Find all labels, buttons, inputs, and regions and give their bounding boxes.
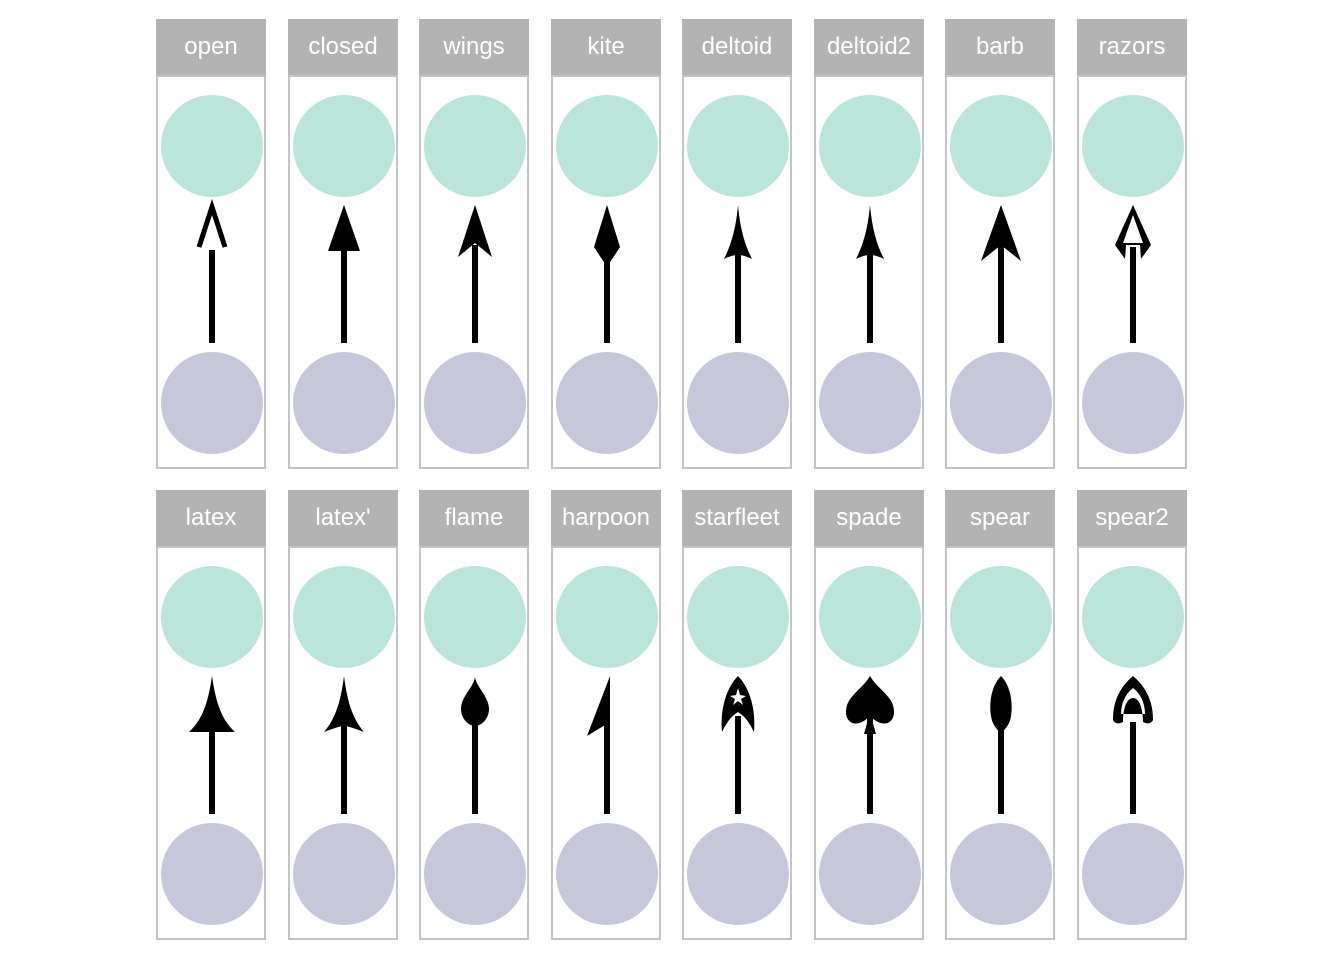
bottom-node: [161, 352, 263, 454]
facet-spear2: [1077, 490, 1187, 940]
facet-panel: [419, 546, 529, 940]
facet-panel: [156, 546, 266, 940]
bottom-node: [819, 823, 921, 925]
facet-strip-label: spear: [945, 490, 1055, 546]
top-node: [950, 95, 1052, 197]
facet-panel: [682, 75, 792, 469]
facet-panel: [945, 546, 1055, 940]
facet-strip-label: barb: [945, 19, 1055, 75]
bottom-node: [424, 823, 526, 925]
facet-panel: [945, 75, 1055, 469]
top-node: [1082, 95, 1184, 197]
facet-panel: [156, 75, 266, 469]
top-node: [950, 566, 1052, 668]
facet-starfleet: [682, 490, 792, 940]
facet-open: [156, 19, 266, 469]
graph-svg: [682, 75, 792, 469]
facet-panel: [551, 75, 661, 469]
top-node: [556, 95, 658, 197]
graph-svg: [419, 75, 529, 469]
closed-arrowhead: [328, 205, 360, 251]
graph-svg: [945, 546, 1055, 940]
facet-strip-label: deltoid2: [814, 19, 924, 75]
bottom-node: [556, 352, 658, 454]
facet-panel: [814, 75, 924, 469]
graph-svg: [419, 546, 529, 940]
graph-svg: [814, 546, 924, 940]
graph-svg: [814, 75, 924, 469]
facet-spear: [945, 490, 1055, 940]
facet-latex: [156, 490, 266, 940]
facet-barb: [945, 19, 1055, 469]
facet-kite: [551, 19, 661, 469]
facet-strip-label: starfleet: [682, 490, 792, 546]
facet-strip-label: spade: [814, 490, 924, 546]
top-node: [819, 566, 921, 668]
graph-svg: [551, 546, 661, 940]
graph-svg: [156, 75, 266, 469]
facet-panel: [1077, 546, 1187, 940]
flame-arrowhead: [461, 676, 489, 726]
deltoid-arrowhead: [724, 205, 752, 259]
graph-svg: [945, 75, 1055, 469]
facet-strip-label: kite: [551, 19, 661, 75]
top-node: [161, 566, 263, 668]
top-node: [293, 566, 395, 668]
top-node: [424, 566, 526, 668]
bottom-node: [424, 352, 526, 454]
facet-deltoid2: [814, 19, 924, 469]
facet-panel: [682, 546, 792, 940]
graph-svg: [156, 546, 266, 940]
top-node: [293, 95, 395, 197]
graph-svg: [682, 546, 792, 940]
bottom-node: [293, 823, 395, 925]
top-node: [687, 95, 789, 197]
facet-deltoid: [682, 19, 792, 469]
facet-strip-label: latex: [156, 490, 266, 546]
facet-panel: [814, 546, 924, 940]
facet-strip-label: closed: [288, 19, 398, 75]
facet-strip-label: harpoon: [551, 490, 661, 546]
bottom-node: [950, 823, 1052, 925]
facet-strip-label: wings: [419, 19, 529, 75]
bottom-node: [819, 352, 921, 454]
latex-arrowhead: [189, 676, 235, 732]
facet-flame: [419, 490, 529, 940]
facet-latex-prime: [288, 490, 398, 940]
graph-svg: [288, 546, 398, 940]
top-node: [1082, 566, 1184, 668]
facet-closed: [288, 19, 398, 469]
bottom-node: [1082, 823, 1184, 925]
facet-strip-label: latex': [288, 490, 398, 546]
facet-strip-label: razors: [1077, 19, 1187, 75]
spear-arrowhead: [990, 676, 1011, 734]
top-node: [424, 95, 526, 197]
facet-razors: [1077, 19, 1187, 469]
top-node: [819, 95, 921, 197]
bottom-node: [1082, 352, 1184, 454]
facet-wings: [419, 19, 529, 469]
latex-prime-arrowhead: [324, 676, 364, 732]
graph-svg: [288, 75, 398, 469]
facet-harpoon: [551, 490, 661, 940]
top-node: [161, 95, 263, 197]
facet-strip-label: spear2: [1077, 490, 1187, 546]
facet-strip-label: flame: [419, 490, 529, 546]
bottom-node: [161, 823, 263, 925]
bottom-node: [687, 823, 789, 925]
graph-svg: [551, 75, 661, 469]
facet-spade: [814, 490, 924, 940]
top-node: [556, 566, 658, 668]
bottom-node: [950, 352, 1052, 454]
open-arrowhead: [199, 207, 225, 247]
bottom-node: [687, 352, 789, 454]
spade-arrowhead: [846, 676, 894, 734]
facet-panel: [288, 546, 398, 940]
bottom-node: [293, 352, 395, 454]
facet-panel: [419, 75, 529, 469]
facet-strip-label: deltoid: [682, 19, 792, 75]
deltoid2-arrowhead: [856, 205, 884, 259]
facet-panel: [551, 546, 661, 940]
graph-svg: [1077, 75, 1187, 469]
facet-strip-label: open: [156, 19, 266, 75]
graph-svg: [1077, 546, 1187, 940]
kite-arrowhead: [594, 205, 620, 267]
bottom-node: [556, 823, 658, 925]
facet-panel: [288, 75, 398, 469]
facet-panel: [1077, 75, 1187, 469]
top-node: [687, 566, 789, 668]
spear2-arrowhead: [1113, 676, 1153, 723]
